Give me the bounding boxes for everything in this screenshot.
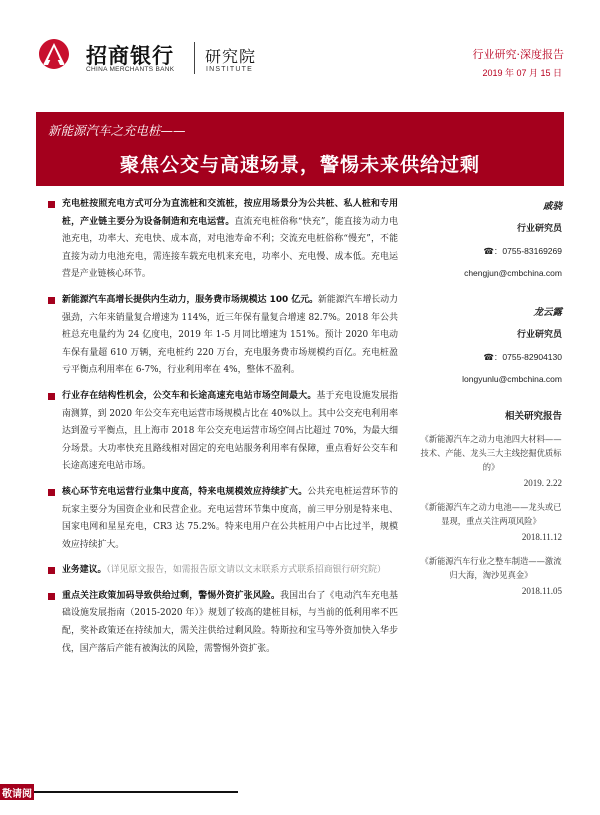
related-report-date: 2018.11.12 (521, 532, 562, 542)
report-type: 行业研究·深度报告 (472, 48, 564, 61)
related-report-date: 2019. 2.22 (523, 478, 562, 488)
institute-name-en: INSTITUTE (206, 66, 253, 73)
paragraph-lead: 重点关注政策加码导致供给过剩，警惕外资扩张风险。 (62, 590, 281, 601)
related-report-item[interactable] (420, 432, 562, 492)
related-report-date: 2018.11.05 (521, 586, 562, 596)
analyst-card (420, 302, 562, 390)
bullet-square-icon (48, 297, 55, 304)
related-report-title: 《新能源汽车之动力电池四大材料——技术、产能、龙头三大主线挖掘优质标的》 (420, 434, 562, 472)
related-report-title: 《新能源汽车行业之整车制造——激流归大海，淘沙见真金》 (420, 556, 562, 580)
related-reports-heading: 相关研究报告 (504, 411, 562, 422)
paragraph-body: 公共充电桩运营环节的玩家主要分为国资企业和民营企业。充电运营环节集中度高，前三甲分别是特来电、国家电网和星星充电，CR3 达 75.2%。特来电用户在公共桩用户中占比过半，规模效应持续扩大。 (62, 486, 398, 550)
institute-name-cn: 研究院 (205, 47, 257, 66)
title-banner (36, 112, 564, 186)
bullet-square-icon (48, 593, 55, 600)
brand-name-en: CHINA MERCHANTS BANK (86, 66, 175, 73)
analyst-role: 行业研究员 (516, 224, 562, 234)
bullet-square-icon (48, 393, 55, 400)
related-report-item[interactable] (420, 554, 562, 600)
footer-label-box (0, 784, 34, 815)
bullet-square-icon (48, 201, 55, 208)
summary-paragraph (46, 562, 398, 580)
cmb-logo-icon (38, 38, 70, 70)
paragraph-lead: 新能源汽车高增长提供内生动力，服务费市场规模达 100 亿元。 (62, 294, 318, 305)
paragraph-body: 基于充电设施发展指南测算，到 2020 年公交车充电运营市场规模占比在 40%以上。其中公交充电利用率达到盈亏平衡点，且上海市 2018 年公交充电运营市场空间占比超过 70%，为最大细分场景。大功率快充且路线相对固定的充电站服务利用率有保障，重点看好公交车和长途高速充电站市场。 (62, 390, 399, 472)
analyst-name: 龙云露 (533, 307, 562, 318)
analyst-phone: ☎：0755-82904130 (483, 352, 562, 362)
paragraph-body: （详见原文报告，如需报告原文请以文末联系方式联系招商银行研究院） (106, 565, 386, 576)
report-header (0, 0, 600, 90)
analyst-email[interactable]: chengjun@cmbchina.com (464, 268, 562, 278)
analyst-phone: ☎：0755-83169269 (483, 246, 562, 256)
report-subtitle: 新能源汽车之充电桩—— (48, 123, 186, 138)
analyst-role: 行业研究员 (516, 330, 562, 340)
analyst-card (420, 196, 562, 284)
report-title: 聚焦公交与高速场景，警惕未来供给过剩 (119, 154, 480, 176)
paragraph-lead: 核心环节充电运营行业集中度高，特来电规模效应持续扩大。 (62, 486, 308, 497)
summary-body (46, 196, 398, 666)
summary-paragraph (46, 484, 398, 554)
summary-paragraph (46, 388, 398, 476)
footer-rule (34, 791, 238, 793)
related-report-item[interactable] (420, 500, 562, 546)
brand-name-cn: 招商银行 (86, 44, 174, 68)
bullet-square-icon (48, 567, 55, 574)
analyst-name: 戚骁 (542, 201, 562, 212)
logo-divider (194, 42, 195, 74)
summary-paragraph (46, 588, 398, 658)
paragraph-body: 我国出台了《电动汽车充电基础设施发展指南（2015-2020 年）》规划了较高的建桩目标，与当前的低利用率不匹配，奖补政策还在持续加大，需关注供给过剩风险。特斯拉和宝马等外资加快入华步伐，国产落后产能有被淘汰的风险，需警惕外资扩张。 (62, 590, 399, 654)
analyst-email[interactable]: longyunlu@cmbchina.com (462, 374, 562, 384)
related-report-title: 《新能源汽车之动力电池——龙头或已显现，重点关注两项风险》 (420, 502, 562, 526)
bullet-square-icon (48, 489, 55, 496)
paragraph-lead: 行业存在结构性机会，公交车和长途高速充电站市场空间最大。 (62, 390, 317, 401)
paragraph-lead: 充电桩按照充电方式可分为直流桩和交流桩，按应用场景分为公共桩、私人桩和专用桩，产业链主要分为设备制造和充电运营。 (62, 199, 398, 227)
paragraph-body: 直流充电桩俗称“快充”，能直接为动力电池充电，功率大、充电快、成本高，对电池寿命不利；交流充电桩俗称“慢充”，不能直接为动力电池充电，需连接车载充电机来充电，功率小、充电慢、成本低。充电运营是产业链核心环节。 (62, 216, 398, 280)
report-date: 2019 年 07 月 15 日 (482, 68, 562, 78)
summary-paragraph (46, 292, 398, 380)
sidebar (420, 196, 562, 608)
paragraph-lead: 业务建议。 (62, 565, 107, 576)
page-footer (0, 784, 600, 815)
summary-paragraph (46, 196, 398, 284)
footer-label: 敬请阅读 (2, 789, 32, 815)
paragraph-body: 新能源汽车增长动力强劲，六年来销量复合增速为 114%，近三年保有量复合增速 82.7%。2018 年公共桩总充电量约为 24 亿度电，2019 年 1-5 月同比增速为 151%。预计 2020 年电动车保有量超 610 万辆，充电桩约 220 万台，充电服务费市场规模约百亿。充电桩盈亏平衡点利用率在 6-7%，行业利用率在 4%，整体不盈利。 (62, 294, 399, 376)
